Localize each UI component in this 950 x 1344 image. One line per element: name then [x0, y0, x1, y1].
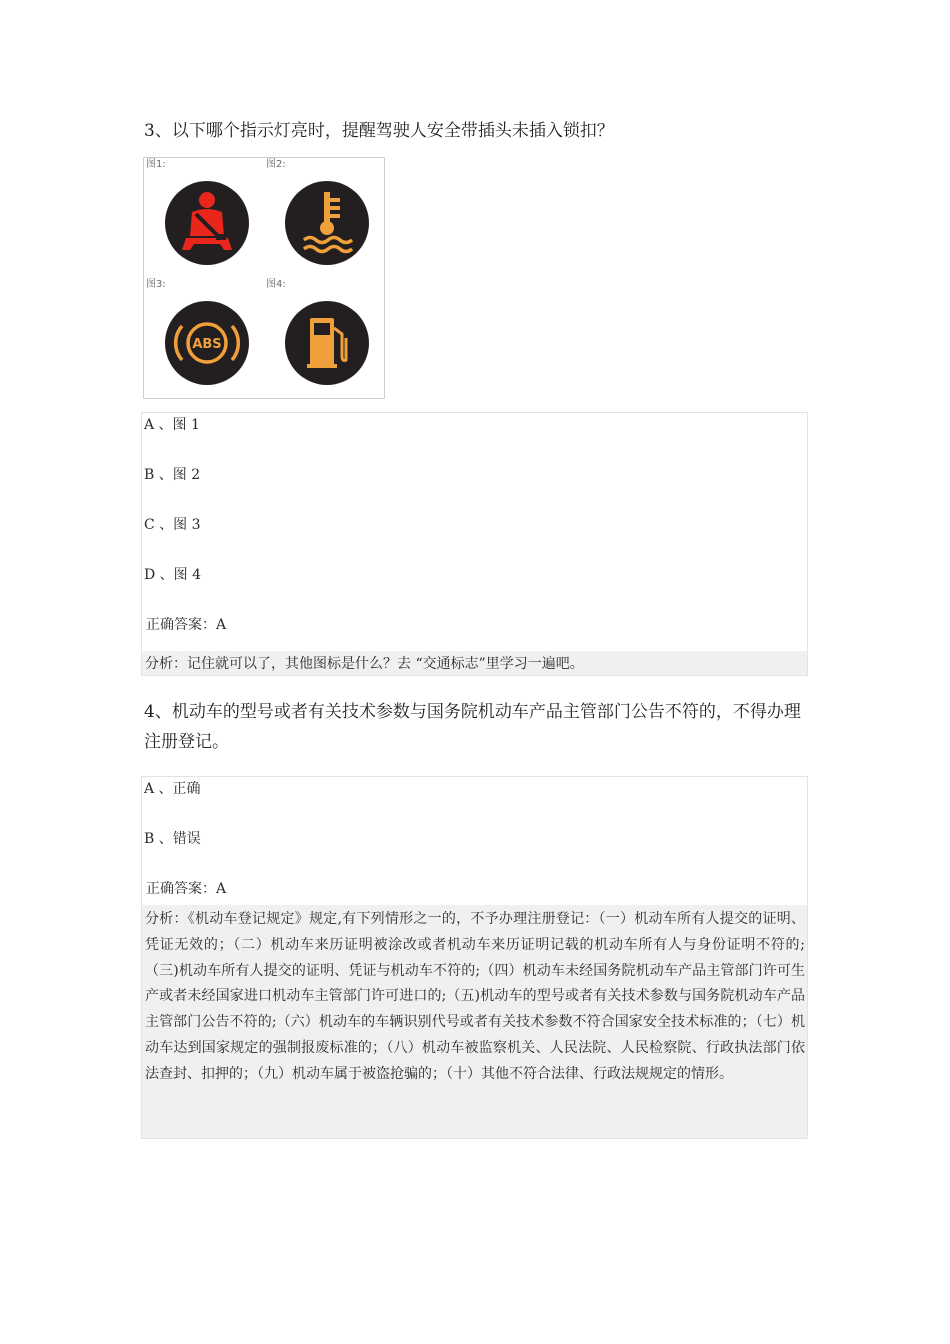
coolant-temperature-icon	[282, 178, 372, 268]
question-3-title: 3、以下哪个指示灯亮时，提醒驾驶人安全带插头未插入锁扣？	[144, 121, 614, 141]
option-b[interactable]: B 、错误	[144, 831, 201, 847]
figure-1	[144, 158, 264, 278]
question-4-title: 4、机动车的型号或者有关技术参数与国务院机动车产品主管部门公告不符的，不得办理注册登记。	[144, 702, 801, 752]
option-a[interactable]: A 、图 1	[144, 417, 200, 433]
seatbelt-warning-icon	[162, 178, 252, 268]
correct-answer: 正确答案：A	[146, 881, 227, 897]
figure-3-label: 图3:	[146, 279, 166, 290]
figure-1-label: 图1:	[146, 159, 166, 170]
fuel-warning-icon	[282, 298, 372, 388]
analysis-text: 分析：《机动车登记规定》规定,有下列情形之一的，不予办理注册登记：（一）机动车所有人提交的证明、凭证无效的；（二）机动车来历证明被涂改或者机动车来历证明记载的机动车所有人与身份证明不符的;（三)机动车所有人提交的证明、凭证与机动车不符的;（四）机动车未经国务院机动车产品主管部门许可生产或者未经国家进口机动车主管部门许可进口的;（五)机动车的型号或者有关技术参数与国务院机动车产品主管部门公告不符的;（六）机动车的车辆识别代号或者有关技术参数不符合国家安全技术标准的；（七）机动车达到国家规定的强制报废标准的；（八）机动车被监察机关、人民法院、人民检察院、行政执法部门依法查封、扣押的；（九）机动车属于被盗抢骗的；（十）其他不符合法律、行政法规规定的情形。	[142, 905, 807, 1138]
question-4-options	[141, 776, 808, 1139]
option-d[interactable]: D 、图 4	[144, 567, 202, 583]
indicator-figure	[143, 157, 385, 399]
option-b[interactable]: B 、图 2	[144, 467, 201, 483]
figure-2	[264, 158, 384, 278]
analysis-text: 分析：记住就可以了，其他图标是什么？去 “交通标志”里学习一遍吧。	[142, 651, 807, 675]
figure-3	[144, 278, 264, 398]
question-3-options	[141, 412, 808, 676]
correct-answer: 正确答案：A	[146, 617, 227, 633]
figure-4	[264, 278, 384, 398]
figure-2-label: 图2:	[266, 159, 286, 170]
figure-4-label: 图4:	[266, 279, 286, 290]
option-a[interactable]: A 、正确	[144, 781, 201, 797]
abs-warning-icon	[162, 298, 252, 388]
abs-text: ABS	[192, 337, 222, 352]
option-c[interactable]: C 、图 3	[144, 517, 201, 533]
